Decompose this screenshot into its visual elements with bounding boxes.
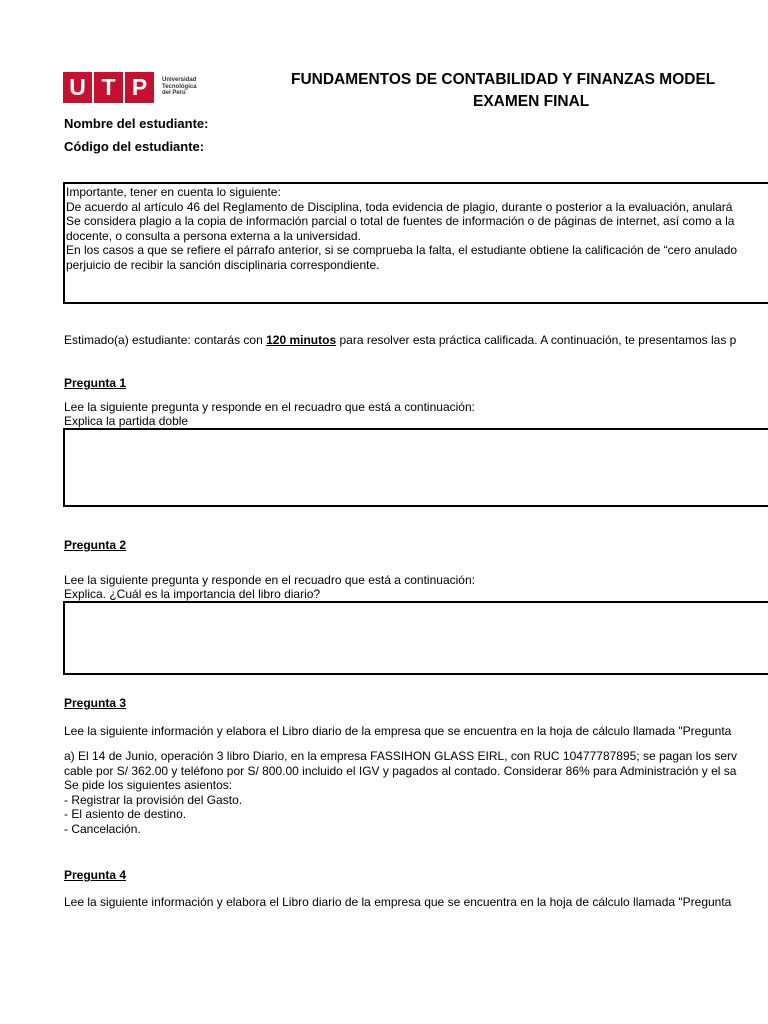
logo-letter-u: U <box>63 72 92 103</box>
intro-time-emphasis: 120 minutos <box>266 333 337 347</box>
intro-after: para resolver esta práctica calificada. A continuación, te presentamos las p <box>336 333 737 347</box>
logo-subtitle-line: del Perú <box>162 90 186 97</box>
utp-logo <box>63 71 197 103</box>
question-1-instruction: Lee la siguiente pregunta y responde en el recuadro que está a continuación: <box>64 400 475 414</box>
student-name-label: Nombre del estudiante: <box>64 116 209 131</box>
exam-title-line2: EXAMEN FINAL <box>473 93 590 110</box>
plagiarism-notice-box <box>63 182 768 304</box>
logo-letter-t: T <box>94 72 123 103</box>
student-code-label: Código del estudiante: <box>64 139 205 154</box>
question-3-line: a) El 14 de Junio, operación 3 libro Diario, en la empresa FASSIHON GLASS EIRL, con RUC 10477787895; se pagan los serv <box>64 749 738 763</box>
question-2-title: Pregunta 2 <box>64 538 127 552</box>
question-3-line: cable por S/ 362.00 y teléfono por S/ 800.00 incluido el IGV y pagados al contado. Considerar 86% para Administración y el sa <box>64 763 737 778</box>
question-2-instruction: Lee la siguiente pregunta y responde en el recuadro que está a continuación: <box>64 573 475 587</box>
answer-box-2[interactable] <box>63 601 768 675</box>
notice-line: docente, o consulta a persona externa a la universidad. <box>66 228 361 243</box>
question-1-prompt: Explica la partida doble <box>64 414 189 428</box>
question-3-line: - Cancelación. <box>64 821 141 836</box>
question-3-instruction: Lee la siguiente información y elabora el Libro diario de la empresa que se encuentra en la hoja de cálculo llamada "Pregunta <box>64 724 732 738</box>
logo-subtitle <box>162 77 197 97</box>
logo-subtitle-line: Tecnológica <box>162 83 197 90</box>
question-3-line: Se pide los siguientes asientos: <box>64 778 233 792</box>
logo-letter-p: P <box>125 72 154 103</box>
logo-subtitle-line: Universidad <box>162 77 197 84</box>
notice-text <box>66 185 737 272</box>
question-4-instruction: Lee la siguiente información y elabora el Libro diario de la empresa que se encuentra en la hoja de cálculo llamada "Pregunta <box>64 895 732 909</box>
question-4-title: Pregunta 4 <box>64 868 127 882</box>
notice-line: En los casos a que se refiere el párrafo anterior, si se comprueba la falta, el estudiante obtiene la calificación de “cero anulado <box>66 243 738 257</box>
notice-line: perjuicio de recibir la sanción disciplinaria correspondiente. <box>66 257 380 272</box>
intro-before: Estimado(a) estudiante: contarás con <box>64 333 267 347</box>
notice-line: Se considera plagio a la copia de información parcial o total de fuentes de información o de páginas de internet, así como a la <box>66 214 735 228</box>
question-3-title: Pregunta 3 <box>64 696 127 710</box>
question-2-prompt: Explica. ¿Cuál es la importancia del libro diario? <box>64 587 321 601</box>
question-1-title: Pregunta 1 <box>64 376 127 390</box>
answer-box-1[interactable] <box>63 428 768 507</box>
question-3-line: - El asiento de destino. <box>64 807 187 821</box>
intro-text <box>64 333 736 348</box>
exam-title-line1: FUNDAMENTOS DE CONTABILIDAD Y FINANZAS MODEL <box>291 71 716 88</box>
question-3-line: - Registrar la provisión del Gasto. <box>64 792 243 807</box>
notice-line: De acuerdo al artículo 46 del Reglamento de Disciplina, toda evidencia de plagio, durante o posterior a la evaluación, anulará <box>66 199 733 214</box>
notice-line: Importante, tener en cuenta lo siguiente: <box>66 185 281 199</box>
question-3-details <box>64 749 737 836</box>
